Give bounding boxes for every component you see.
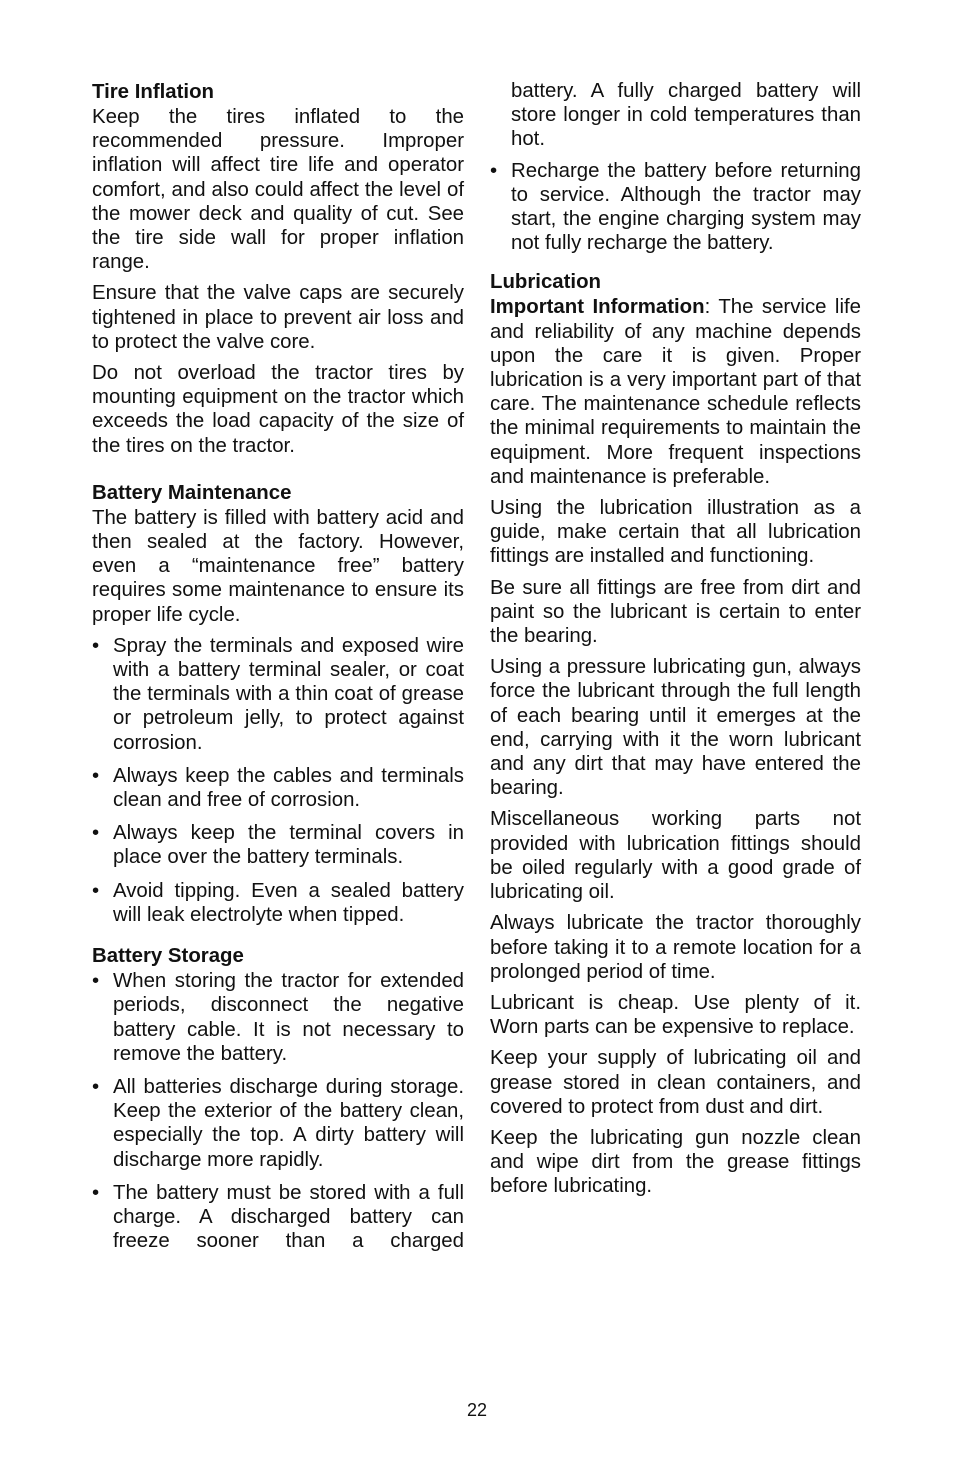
lubrication-paragraph: Keep your supply of lubricating oil and grease stored in clean containers, and covered to protect from dust and dirt. xyxy=(490,1047,861,1118)
page-number: 22 xyxy=(466,1400,488,1420)
lubrication-section xyxy=(490,269,861,1198)
list-item-text: The battery must be stored with a full charge. A discharged battery can freeze sooner than a charged xyxy=(113,1181,464,1253)
battery-storage-section xyxy=(92,943,464,1253)
lubrication-paragraph: Keep the lubricating gun nozzle clean and wipe dirt from the grease fittings before lubricating. xyxy=(490,1126,861,1198)
battery-maintenance-list xyxy=(92,634,464,927)
lubrication-paragraph: Using a pressure lubricating gun, always force the lubricant through the full length of each bearing until it emerges at the end, carrying with it the worn lubricant and any dirt that may have entered the bearing. xyxy=(490,656,861,800)
lubrication-paragraph: Lubricant is cheap. Use plenty of it. Worn parts can be expensive to replace. xyxy=(490,991,861,1039)
list-item xyxy=(92,634,464,755)
tire-paragraph: Keep the tires inflated to the recommended pressure. Improper inflation will affect tire life and operator comfort, and also could affect the level of the mower deck and quality of cut. See the tire side wall for proper inflation range. xyxy=(92,106,464,274)
battery-storage-heading: Battery Storage xyxy=(92,945,244,968)
list-item-text: When storing the tractor for extended periods, disconnect the negative battery cable. It is not necessary to remove the battery. xyxy=(113,970,464,1065)
left-column xyxy=(92,79,464,1265)
bullet-icon: • xyxy=(92,634,100,657)
list-item xyxy=(92,821,464,869)
bullet-icon: • xyxy=(92,822,100,845)
bullet-icon: • xyxy=(490,159,498,182)
lubrication-paragraph: Miscellaneous working parts not provided with lubrication fittings should be oiled regularly with a good grade of lubricating oil. xyxy=(490,808,861,904)
tire-paragraph: Ensure that the valve caps are securely tightened in place to prevent air loss and to protect the valve core. xyxy=(92,282,464,353)
lubrication-paragraph: Always lubricate the tractor thoroughly before taking it to a remote location for a prolonged period of time. xyxy=(490,912,861,983)
bullet-icon: • xyxy=(92,970,100,993)
list-item-text: Avoid tipping. Even a sealed battery will leak electrolyte when tipped. xyxy=(113,879,464,926)
lubrication-heading: Lubrication xyxy=(490,271,602,294)
important-information-paragraph xyxy=(490,295,861,489)
storage-continued-text: battery. A fully charged battery will store longer in cold temperatures than hot. xyxy=(511,80,861,151)
important-information-label: Important Information xyxy=(490,296,705,319)
important-information-text: : The service life and reliability of any machine depends upon the care it is given. Proper lubrication is a very important part of that care. The maintenance schedule reflects the minimal requirements to maintain the equipment. More frequent inspections and maintenance is preferable. xyxy=(490,296,861,488)
battery-storage-list-continued xyxy=(490,159,861,256)
lubrication-paragraph: Using the lubrication illustration as a guide, make certain that all lubrication fittings are installed and functioning. xyxy=(490,497,861,568)
battery-maintenance-heading: Battery Maintenance xyxy=(92,481,292,504)
battery-storage-continued xyxy=(490,79,861,255)
list-item xyxy=(92,1075,464,1172)
list-item-text: Always keep the terminal covers in place over the battery terminals. xyxy=(113,822,464,869)
tire-paragraph: Do not overload the tractor tires by mounting equipment on the tractor which exceeds the load capacity of the size of the tires on the tractor. xyxy=(92,362,464,457)
battery-maintenance-section xyxy=(92,480,464,927)
list-item xyxy=(92,879,464,927)
list-item-text: Always keep the cables and terminals clean and free of corrosion. xyxy=(113,764,464,812)
lubrication-paragraph: Be sure all fittings are free from dirt and paint so the lubricant is certain to enter the bearing. xyxy=(490,576,861,648)
bullet-icon: • xyxy=(92,1181,100,1204)
list-item xyxy=(92,764,464,812)
list-item xyxy=(92,1181,464,1254)
list-item-text: All batteries discharge during storage. Keep the exterior of the battery clean, especially the top. A dirty battery will discharge more rapidly. xyxy=(113,1075,464,1171)
bullet-icon: • xyxy=(92,879,100,902)
list-item xyxy=(92,969,464,1066)
tire-inflation-heading: Tire Inflation xyxy=(92,81,214,103)
right-column xyxy=(490,79,861,1211)
list-item xyxy=(490,159,861,256)
battery-storage-list xyxy=(92,969,464,1253)
bullet-icon: • xyxy=(92,1075,100,1098)
tire-inflation-section xyxy=(92,79,464,458)
bullet-icon: • xyxy=(92,764,100,787)
list-item-text: Recharge the battery before returning to service. Although the tractor may start, the engine charging system may not fully recharge the battery. xyxy=(511,159,861,255)
list-item-text: Spray the terminals and exposed wire with a battery terminal sealer, or coat the terminals with a thin coat of grease or petroleum jelly, to protect against corrosion. xyxy=(113,634,464,754)
battery-maintenance-intro: The battery is filled with battery acid and then sealed at the factory. However, even a “maintenance free” battery requires some maintenance to ensure its proper life cycle. xyxy=(92,506,464,626)
